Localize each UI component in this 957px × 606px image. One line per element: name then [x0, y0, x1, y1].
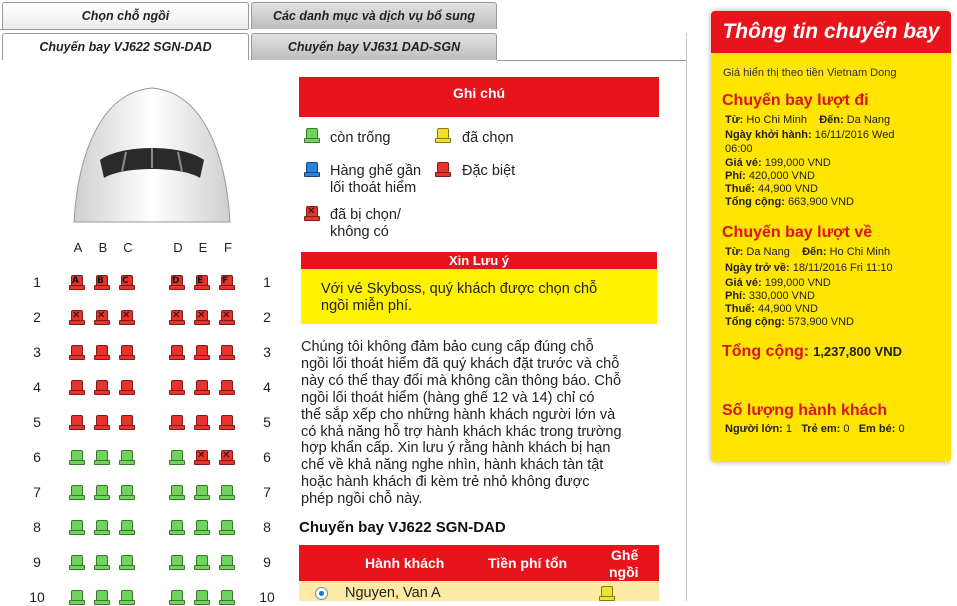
row-number-right: 7: [263, 484, 271, 500]
taken-mark-icon: ✕: [122, 310, 131, 321]
seat-8C[interactable]: [119, 520, 135, 536]
legend-taken-seat-icon: ✕: [304, 206, 320, 222]
seat-8E[interactable]: [194, 520, 210, 536]
policy-line: hợp khẩn cấp. Xin lưu ý rằng hành khách bị hạn: [301, 440, 611, 457]
row-number-left: 4: [33, 379, 41, 395]
seat-5A: [69, 415, 85, 431]
seat-10A[interactable]: [69, 590, 85, 606]
column-label-e: E: [198, 240, 208, 255]
seat-9A[interactable]: [69, 555, 85, 571]
exit-row-policy-text: [301, 339, 663, 508]
seat-10D[interactable]: [169, 590, 185, 606]
column-label-f: F: [224, 240, 232, 255]
plane-nose-image: [72, 82, 232, 227]
seat-3B: [94, 345, 110, 361]
outbound-route: [725, 114, 947, 128]
seat-1A: [69, 275, 85, 291]
outbound-fee-value: 420,000 VND: [748, 170, 815, 182]
children-value: 0: [843, 423, 850, 435]
tab-flight-outbound[interactable]: Chuyến bay VJ622 SGN-DAD: [2, 33, 249, 60]
seat-10C[interactable]: [119, 590, 135, 606]
outbound-time-value: 06:00: [725, 142, 753, 155]
tab-seat-selection[interactable]: Chọn chỗ ngồi: [2, 2, 249, 29]
seat-7B[interactable]: [94, 485, 110, 501]
return-total: [725, 316, 947, 330]
return-to: Ho Chi Minh: [829, 246, 891, 258]
legend-available-seat-icon: [304, 128, 320, 144]
warning-line-1: Với vé Skyboss, quý khách được chọn chỗ: [321, 281, 598, 297]
row-number-right: 10: [259, 589, 275, 605]
row-number-left: 10: [29, 589, 45, 605]
return-tax-label: Thuế:: [725, 303, 755, 315]
content-border: [686, 33, 687, 601]
outbound-tax-value: 44,900 VND: [758, 183, 818, 195]
tab-extra-services[interactable]: Các danh mục và dịch vụ bổ sung: [251, 2, 497, 29]
passenger-row[interactable]: [299, 581, 659, 601]
row-number-right: 5: [263, 414, 271, 430]
seat-4B: [94, 380, 110, 396]
seat-5F: [219, 415, 235, 431]
legend-special-seat-icon: [435, 162, 451, 178]
seat-7D[interactable]: [169, 485, 185, 501]
row-number-right: 3: [263, 344, 271, 360]
return-total-label: Tổng cộng:: [725, 316, 785, 328]
row-number-right: 9: [263, 554, 271, 570]
row-number-right: 4: [263, 379, 271, 395]
children-label: Trẻ em:: [801, 423, 841, 435]
seat-3C: [119, 345, 135, 361]
page-edge: [951, 0, 957, 601]
seat-4E: [194, 380, 210, 396]
row-number-left: 8: [33, 519, 41, 535]
return-route: [725, 246, 947, 260]
row-number-right: 2: [263, 309, 271, 325]
seat-5E: [194, 415, 210, 431]
row-number-right: 8: [263, 519, 271, 535]
seat-3F: [219, 345, 235, 361]
outbound-from-label: Từ:: [725, 114, 744, 126]
legend-selected-label: đã chọn: [462, 130, 514, 146]
seat-6B[interactable]: [94, 450, 110, 466]
row-number-right: 6: [263, 449, 271, 465]
seat-2F: [219, 310, 235, 326]
return-from-label: Từ:: [725, 246, 744, 258]
outbound-fare-value: 199,000 VND: [764, 157, 831, 169]
legend-exit-row-seat-icon: [304, 162, 320, 178]
col-fee: Tiền phí tổn: [488, 555, 568, 571]
row-number-left: 7: [33, 484, 41, 500]
outbound-tax: [725, 183, 947, 197]
legend-special-label: Đặc biệt: [462, 163, 516, 179]
taken-mark-icon: ✕: [222, 310, 231, 321]
outbound-from: Ho Chi Minh: [746, 114, 807, 126]
passenger-count-heading: Số lượng hành khách: [722, 402, 888, 419]
policy-line: chế về khả năng nghe nhìn, hành khách tàn tật: [301, 457, 604, 474]
row-number-left: 2: [33, 309, 41, 325]
outbound-total-value: 663,900 VND: [787, 196, 854, 208]
policy-line: ngồi lối thoát hiểm (hàng ghế 12 và 14) chỉ có: [301, 389, 595, 406]
seat-6E: [194, 450, 210, 466]
seat-letter: F: [222, 276, 229, 286]
currency-note: Giá hiển thị theo tiền Vietnam Dong: [723, 67, 897, 79]
policy-line: này có thể thay đổi mà không cần thông báo. Chỗ: [301, 372, 622, 389]
infants-value: 0: [898, 423, 905, 435]
seat-1E: [194, 275, 210, 291]
seat-8F[interactable]: [219, 520, 235, 536]
seat-6D[interactable]: [169, 450, 185, 466]
outbound-date-label: Ngày khởi hành:: [725, 129, 812, 141]
outbound-fee: [725, 170, 947, 184]
return-total-value: 573,900 VND: [787, 316, 854, 328]
outbound-to-label: Đến:: [819, 114, 844, 126]
return-date-value: 18/11/2016 Fri 11:10: [792, 262, 893, 274]
legend-selected-seat-icon: [435, 128, 451, 144]
return-fee-value: 330,000 VND: [748, 290, 815, 302]
seat-7E[interactable]: [194, 485, 210, 501]
legend-exit-row-label-2: lối thoát hiểm: [330, 180, 417, 196]
warning-header: Xin Lưu ý: [301, 252, 657, 269]
seat-letter: A: [72, 276, 79, 286]
return-fee: [725, 290, 947, 304]
seat-4C: [119, 380, 135, 396]
seat-9E[interactable]: [194, 555, 210, 571]
seat-9F[interactable]: [219, 555, 235, 571]
return-fare-label: Giá vé:: [725, 277, 762, 289]
seat-letter: C: [122, 276, 129, 286]
legend-exit-row-label-1: Hàng ghế gần: [330, 163, 422, 179]
outbound-heading: Chuyến bay lượt đi: [722, 92, 869, 109]
outbound-fee-label: Phí:: [725, 170, 746, 182]
return-to-label: Đến:: [802, 246, 827, 258]
col-seat-1: Ghế: [611, 547, 639, 563]
flight-info-panel: [711, 11, 951, 462]
return-fee-label: Phí:: [725, 290, 746, 302]
seat-6A[interactable]: [69, 450, 85, 466]
grand-total: [722, 343, 902, 361]
seat-letter: B: [97, 276, 104, 286]
outbound-fare: [725, 157, 947, 171]
seat-10E[interactable]: [194, 590, 210, 606]
outbound-tax-label: Thuế:: [725, 183, 755, 195]
seat-1D: [169, 275, 185, 291]
return-tax: [725, 303, 947, 317]
seat-4F: [219, 380, 235, 396]
seat-letter: E: [197, 276, 204, 286]
infants-label: Em bé:: [858, 423, 896, 435]
outbound-date: [725, 129, 947, 156]
policy-line: có khả năng hỗ trợ hành khách khác trong trường: [301, 423, 622, 440]
seat-10B[interactable]: [94, 590, 110, 606]
policy-line: ngồi lối thoát hiểm đã quý khách đặt trước và chỗ: [301, 355, 620, 372]
seat-9D[interactable]: [169, 555, 185, 571]
col-passenger: Hành khách: [365, 555, 445, 571]
return-heading: Chuyến bay lượt về: [722, 224, 873, 241]
policy-line: phép ngồi chỗ này.: [301, 491, 423, 508]
row-number-left: 6: [33, 449, 41, 465]
outbound-total: [725, 196, 947, 210]
seat-8D[interactable]: [169, 520, 185, 536]
outbound-fare-label: Giá vé:: [725, 157, 762, 169]
column-label-c: C: [123, 240, 133, 255]
seat-7F[interactable]: [219, 485, 235, 501]
seat-9C[interactable]: [119, 555, 135, 571]
legend-available-label: còn trống: [330, 130, 391, 146]
return-fare: [725, 277, 947, 291]
seat-2E: [194, 310, 210, 326]
warning-box: [301, 269, 657, 324]
passenger-table-header: [299, 545, 659, 581]
taken-mark-icon: ✕: [97, 310, 106, 321]
seat-4D: [169, 380, 185, 396]
row-number-left: 3: [33, 344, 41, 360]
seat-5C: [119, 415, 135, 431]
seat-4A: [69, 380, 85, 396]
policy-line: Chúng tôi không đảm bảo cung cấp đúng chỗ: [301, 339, 594, 355]
legend-taken-label-1: đã bị chọn/: [330, 207, 401, 223]
seat-7A[interactable]: [69, 485, 85, 501]
seat-2C: [119, 310, 135, 326]
tab-flight-return[interactable]: Chuyến bay VJ631 DAD-SGN: [251, 33, 497, 60]
return-date: [725, 262, 947, 276]
return-from: Da Nang: [746, 246, 790, 258]
passenger-radio[interactable]: [315, 587, 328, 600]
row-number-left: 9: [33, 554, 41, 570]
return-date-label: Ngày trở về:: [725, 262, 790, 274]
column-label-a: A: [73, 240, 83, 255]
adults-label: Người lớn:: [725, 423, 783, 435]
grand-total-value: 1,237,800 VND: [813, 344, 902, 359]
seat-6F: [219, 450, 235, 466]
passenger-name: Nguyen, Van A: [345, 585, 441, 601]
row-number-right: 1: [263, 274, 271, 290]
seat-10F[interactable]: [219, 590, 235, 606]
notes-header: Ghi chú: [299, 77, 659, 117]
tab-divider-2: [497, 60, 687, 61]
warning-line-2: ngồi miễn phí.: [321, 298, 413, 314]
outbound-total-label: Tổng cộng:: [725, 196, 785, 208]
col-seat-2: ngồi: [609, 564, 639, 580]
seat-1B: [94, 275, 110, 291]
seat-5D: [169, 415, 185, 431]
taken-mark-icon: ✕: [222, 450, 231, 461]
seat-2A: [69, 310, 85, 326]
passenger-seat-icon[interactable]: [599, 586, 615, 602]
seat-3E: [194, 345, 210, 361]
return-tax-value: 44,900 VND: [758, 303, 818, 315]
outbound-to: Da Nang: [846, 114, 891, 126]
seat-7C[interactable]: [119, 485, 135, 501]
grand-total-label: Tổng cộng:: [722, 343, 810, 360]
seat-3D: [169, 345, 185, 361]
seat-5B: [94, 415, 110, 431]
seat-6C[interactable]: [119, 450, 135, 466]
seat-1F: [219, 275, 235, 291]
legend-taken-label-2: không có: [330, 224, 389, 240]
adults-value: 1: [785, 423, 793, 435]
policy-line: hoặc hành khách đi kèm trẻ nhỏ không được: [301, 474, 590, 491]
seat-2B: [94, 310, 110, 326]
policy-line: thể sắp xếp cho những hành khách người lớn và: [301, 406, 616, 423]
seat-letter: D: [172, 276, 180, 286]
seat-8B[interactable]: [94, 520, 110, 536]
passenger-counts: [725, 423, 947, 437]
flight-section-title: Chuyến bay VJ622 SGN-DAD: [299, 519, 506, 536]
column-label-d: D: [173, 240, 183, 255]
seat-8A[interactable]: [69, 520, 85, 536]
taken-mark-icon: ✕: [197, 310, 206, 321]
taken-mark-icon: ✕: [172, 310, 181, 321]
seat-2D: [169, 310, 185, 326]
flight-info-title: Thông tin chuyến bay: [711, 11, 951, 53]
tab-divider: [0, 29, 248, 30]
outbound-date-value: 16/11/2016 Wed: [814, 129, 895, 141]
seat-3A: [69, 345, 85, 361]
taken-mark-icon: ✕: [197, 450, 206, 461]
row-number-left: 1: [33, 274, 41, 290]
return-fare-value: 199,000 VND: [764, 277, 831, 289]
column-label-b: B: [98, 240, 108, 255]
seat-9B[interactable]: [94, 555, 110, 571]
row-number-left: 5: [33, 414, 41, 430]
seat-1C: [119, 275, 135, 291]
taken-mark-icon: ✕: [72, 310, 81, 321]
